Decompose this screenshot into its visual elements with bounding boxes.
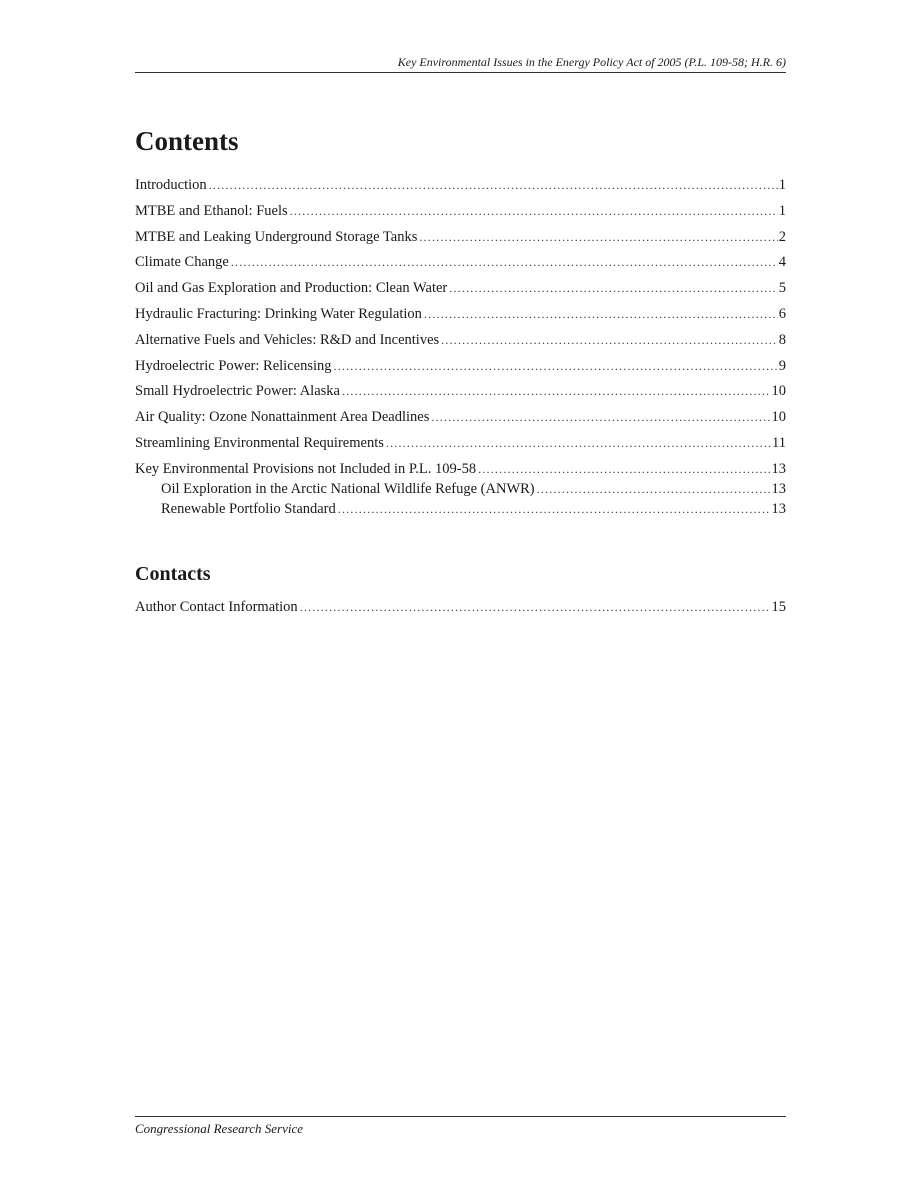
toc-entry-title: Author Contact Information	[135, 599, 298, 615]
table-of-contents	[135, 176, 786, 520]
toc-entry-title: Key Environmental Provisions not Included in P.L. 109-58	[135, 460, 477, 477]
toc-entry-hydraulic-fracturing[interactable]	[135, 305, 786, 324]
toc-page-number: 13	[771, 460, 786, 477]
toc-page-number: 5	[778, 280, 786, 297]
toc-entry-provisions-not-included[interactable]	[135, 460, 786, 479]
toc-entry-title: Oil Exploration in the Arctic National Wildlife Refuge (ANWR)	[161, 480, 535, 497]
toc-entry-title: MTBE and Leaking Underground Storage Tanks	[135, 228, 418, 245]
toc-page-number: 11	[772, 434, 786, 451]
dot-leader	[441, 331, 778, 350]
toc-entry-mtbe-ethanol[interactable]	[135, 202, 786, 221]
toc-entry-title: Renewable Portfolio Standard	[161, 500, 336, 517]
contents-heading: Contents	[135, 126, 239, 156]
toc-page-number: 13	[771, 500, 786, 517]
toc-page-number: 1	[778, 202, 786, 219]
toc-entry-oil-gas-clean-water[interactable]	[135, 279, 786, 298]
dot-leader	[478, 460, 770, 479]
toc-page-number: 13	[771, 480, 786, 497]
toc-page-number: 8	[778, 331, 786, 348]
dot-leader	[431, 408, 770, 427]
toc-entry-title: Introduction	[135, 177, 207, 193]
toc-page-number: 2	[778, 228, 786, 245]
toc-entry-title: Hydraulic Fracturing: Drinking Water Regulation	[135, 305, 422, 322]
toc-entry-streamlining[interactable]	[135, 434, 786, 453]
toc-entry-title: Streamlining Environmental Requirements	[135, 434, 384, 451]
toc-entry-title: Small Hydroelectric Power: Alaska	[135, 383, 340, 400]
toc-entry-mtbe-leaking-tanks[interactable]	[135, 228, 786, 247]
dot-leader	[334, 357, 778, 376]
toc-page-number: 6	[778, 305, 786, 322]
toc-entry-air-quality-ozone[interactable]	[135, 408, 786, 427]
toc-entry-title: Oil and Gas Exploration and Production: Clean Water	[135, 280, 448, 297]
toc-entry-introduction[interactable]	[135, 176, 786, 195]
toc-page-number: 10	[771, 383, 786, 400]
toc-entry-title: MTBE and Ethanol: Fuels	[135, 202, 288, 219]
toc-subentry-renewable-portfolio[interactable]	[135, 500, 786, 519]
dot-leader	[449, 279, 777, 298]
dot-leader	[342, 382, 771, 401]
toc-entry-climate-change[interactable]	[135, 253, 786, 272]
toc-entry-title: Alternative Fuels and Vehicles: R&D and Incentives	[135, 331, 440, 348]
toc-page-number: 10	[771, 409, 786, 426]
toc-entry-alternative-fuels[interactable]	[135, 331, 786, 350]
dot-leader	[209, 176, 778, 195]
dot-leader	[537, 480, 771, 499]
running-header: Key Environmental Issues in the Energy Policy Act of 2005 (P.L. 109-58; H.R. 6)	[135, 55, 786, 73]
toc-entry-title: Hydroelectric Power: Relicensing	[135, 357, 332, 374]
contacts-heading: Contacts	[135, 563, 211, 585]
dot-leader	[338, 500, 771, 519]
contacts-list	[135, 598, 786, 624]
footer-rule	[135, 1116, 786, 1117]
toc-page-number: 1	[778, 177, 786, 193]
dot-leader	[300, 598, 771, 617]
toc-page-number: 9	[778, 357, 786, 374]
dot-leader	[424, 305, 778, 324]
dot-leader	[231, 253, 778, 272]
dot-leader	[419, 228, 777, 247]
toc-page-number: 15	[771, 599, 786, 615]
dot-leader	[290, 202, 778, 221]
dot-leader	[386, 434, 771, 453]
toc-entry-title: Air Quality: Ozone Nonattainment Area Deadlines	[135, 409, 430, 426]
toc-entry-title: Climate Change	[135, 254, 229, 271]
toc-entry-small-hydroelectric-alaska[interactable]	[135, 382, 786, 401]
toc-subentry-anwr[interactable]	[135, 480, 786, 499]
toc-entry-hydroelectric-relicensing[interactable]	[135, 357, 786, 376]
footer-text: Congressional Research Service	[135, 1121, 303, 1136]
toc-page-number: 4	[778, 254, 786, 271]
toc-entry-author-contact[interactable]	[135, 598, 786, 617]
